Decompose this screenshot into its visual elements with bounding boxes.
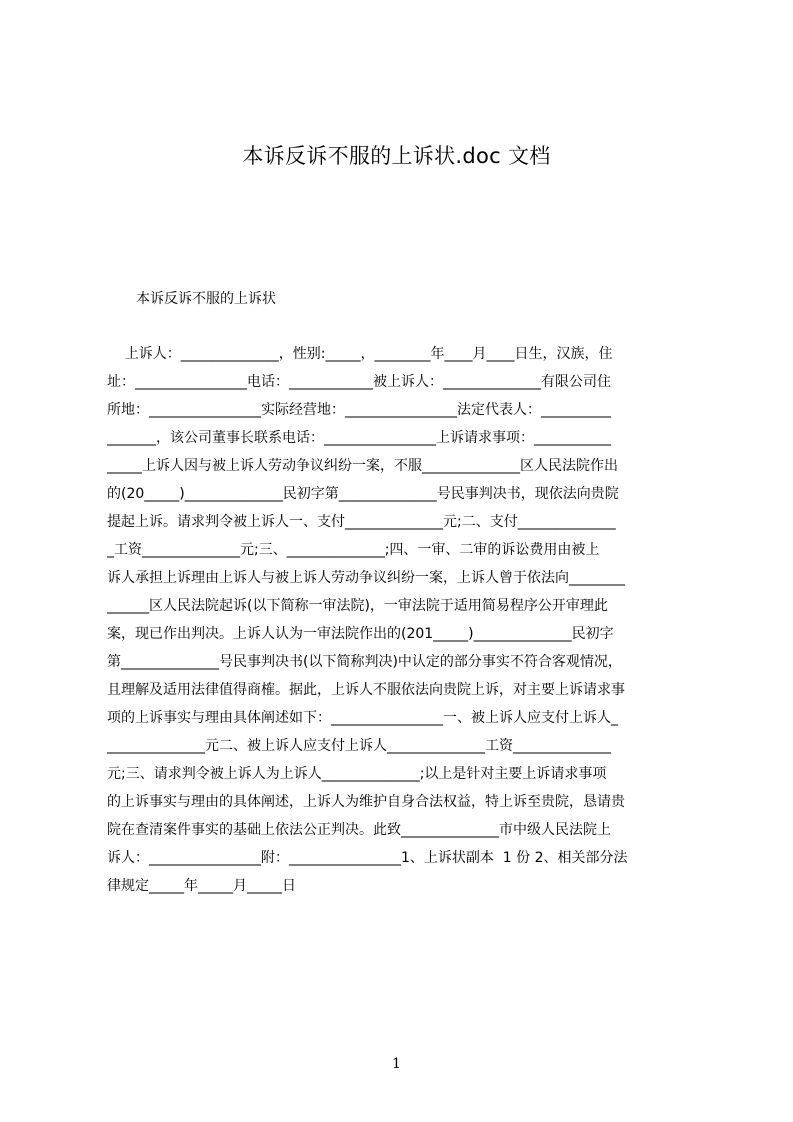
body-text-line: 第______________号民事判决书(以下简称判决)中认定的部分事实不符合客观情况，: [107, 654, 622, 670]
body-text-line: _工资______________元;三、______________;四、一审、二审的诉讼费用由被上: [107, 542, 600, 558]
body-text-line: 诉人承担上诉理由上诉人与被上诉人劳动争议纠纷一案，上诉人曾于依法向________: [107, 570, 625, 586]
body-text-line: ______区人民法院起诉(以下简称一审法院)，一审法院于适用简易程序公开审理此: [107, 598, 608, 614]
page-number: 1: [392, 1056, 401, 1072]
body-text-line: 项的上诉事实与理由具体阐述如下：________________一、被上诉人应支付上诉人_: [107, 710, 618, 726]
document-body: [107, 340, 699, 900]
body-text-line: 提起上诉。请求判令被上诉人一、支付______________元;二、支付______________: [107, 514, 616, 530]
body-text-line: 上诉人：______________，性别:_____，________年____月____日生，汉族，住: [107, 346, 613, 362]
document-subtitle: 本诉反诉不服的上诉状: [136, 291, 276, 307]
body-text-line: 案，现已作出判决。上诉人认为一审法院作出的(201_____)______________民初字: [107, 626, 614, 642]
body-text-line: _____上诉人因与被上诉人劳动争议纠纷一案，不服______________区人民法院作出: [107, 458, 618, 474]
body-text-line: 所地：________________实际经营地：________________法定代表人：__________: [107, 402, 611, 418]
document-title: 本诉反诉不服的上诉状.doc 文档: [242, 144, 551, 168]
body-text-line: 院在查清案件事实的基础上依法公正判决。此致______________市中级人民法院上: [107, 822, 611, 838]
body-text-line: ______________元二、被上诉人应支付上诉人______________工资______________: [107, 738, 611, 754]
body-text-line: 元;三、请求判令被上诉人为上诉人______________;以上是针对主要上诉请求事项: [107, 766, 607, 782]
body-text-line: 律规定_____年_____月_____日: [107, 878, 296, 894]
body-text-line: 址：________________电话：____________被上诉人：______________有限公司住: [107, 374, 611, 390]
body-text-line: 诉人：________________附：________________1、上诉状副本 1 份 2、相关部分法: [107, 850, 628, 866]
body-text-line: _______，该公司董事长联系电话：________________上诉请求事项：___________: [107, 430, 611, 446]
body-text-line: 的上诉事实与理由的具体阐述，上诉人为维护自身合法权益，特上诉至贵院，恳请贵: [107, 794, 625, 810]
body-text-line: 且理解及适用法律值得商榷。据此，上诉人不服依法向贵院上诉，对主要上诉请求事: [107, 682, 625, 698]
body-text-line: 的(20_____)______________民初字第______________号民事判决书，现依法向贵院: [107, 486, 619, 502]
